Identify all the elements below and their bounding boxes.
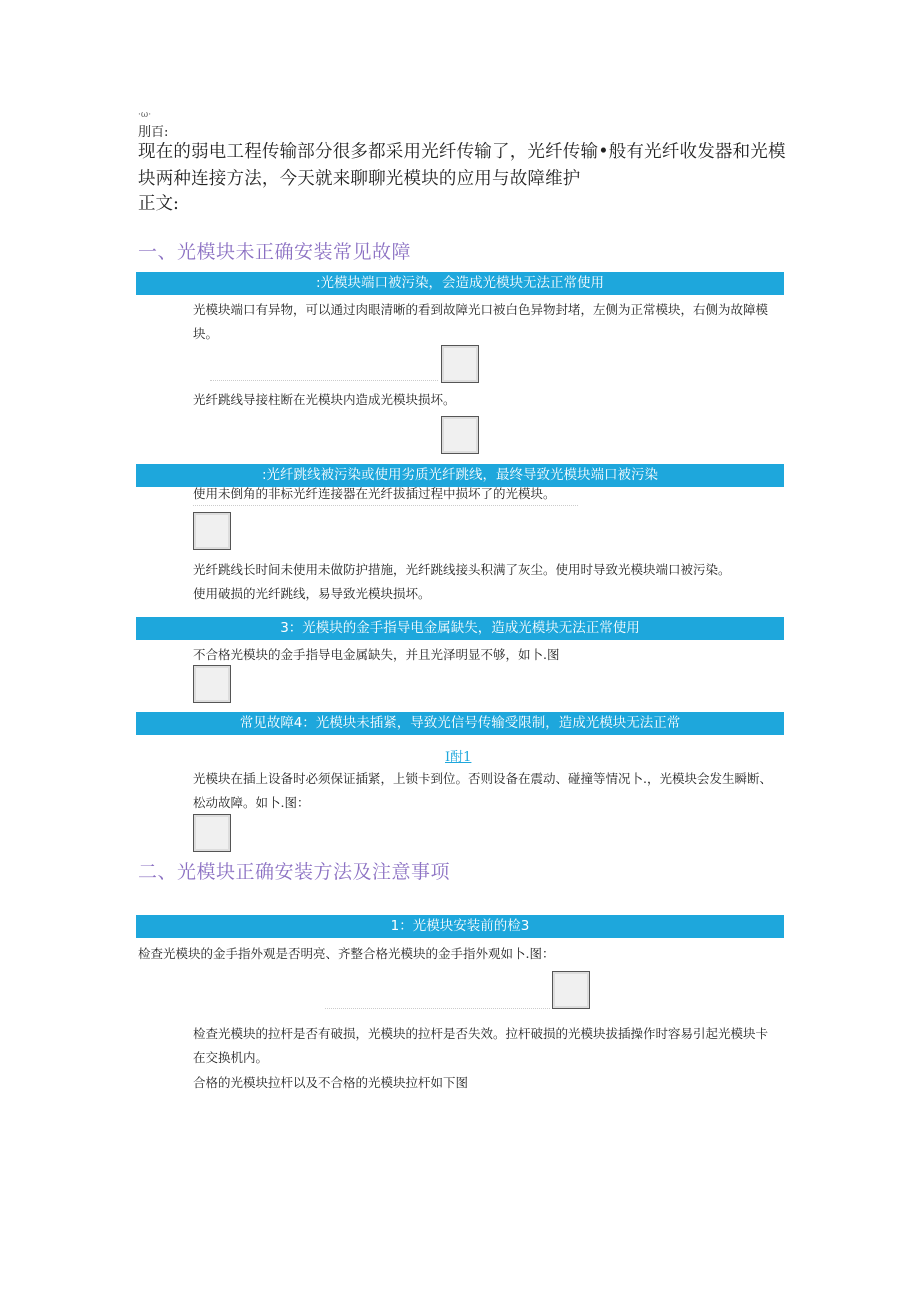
fault-banner: :光纤跳线被污染或使用劣质光纤跳线，最终导致光模块端口被污染 [136,464,784,487]
body-label: 正文: [138,194,179,214]
preface-label: 刖百: [138,125,169,140]
step-banner: 1：光模块安装前的检3 [136,915,784,938]
intro-text: 现在的弱电工程传输部分很多都采用光纤传输了，光纤传输•般有光纤收发器和光模块两种连接方法，今天就来聊聊光模块的应用与故障维护 [138,142,786,189]
paragraph: 检查光模块的金手指外观是否明亮、齐整合格光模块的金手指外观如卜.图： [138,946,555,961]
fault-banner: 3：光模块的金手指导电金属缺失，造成光模块无法正常使用 [136,617,784,640]
paragraph: 光纤跳线长时间未使用未做防护措施，光纤跳线接头积满了灰尘。使用时导致光模块端口被污染。 [193,562,731,577]
paragraph: 光模块端口有异物，可以通过肉眼清晰的看到故障光口被白色异物封堵，左侧为正常模块，右侧为故障模块。 [193,302,769,341]
dotted-rule [325,1008,550,1009]
paragraph: 使用破损的光纤跳线，易导致光模块损坏。 [193,586,431,601]
image-placeholder [193,512,231,550]
figure-link[interactable]: I酎1 [445,750,472,765]
section-heading: 一、光模块未正确安装常见故障 [138,241,412,263]
section-heading: 二、光模块正确安装方法及注意事项 [138,861,451,883]
image-placeholder [193,814,231,852]
paragraph: 检查光模块的拉杆是否有破损，光模块的拉杆是否失效。拉杆破损的光模块拔插操作时容易引起光模块卡在交换机内。 [193,1026,769,1065]
paragraph: 使用未倒角的非标光纤连接器在光纤拔插过程中损坏了的光模块。 [193,486,556,501]
fault-banner: 常见故障4：光模块未插紧，导致光信号传输受限制，造成光模块无法正常 [136,712,784,735]
paragraph: 光纤跳线导接柱断在光模块内造成光模块损坏。 [193,392,456,407]
paragraph: 不合格光模块的金手指导电金属缺失，并且光泽明显不够，如卜.图 [193,647,560,662]
paragraph: 光模块在插上设备时必须保证插紧，上锁卡到位。否则设备在震动、碰撞等情况卜.，光模块会发生瞬断、松动故障。如卜.图： [193,771,772,810]
image-placeholder [441,416,479,454]
image-placeholder [552,971,590,1009]
dotted-rule [210,380,438,381]
fault-banner: :光模块端口被污染，会造成光模块无法正常使用 [136,272,784,295]
image-placeholder [193,665,231,703]
header-mark: ·ω· [138,110,152,120]
paragraph: 合格的光模块拉杆以及不合格的光模块拉杆如下图 [193,1075,469,1090]
dotted-rule [193,505,578,506]
image-placeholder [441,345,479,383]
